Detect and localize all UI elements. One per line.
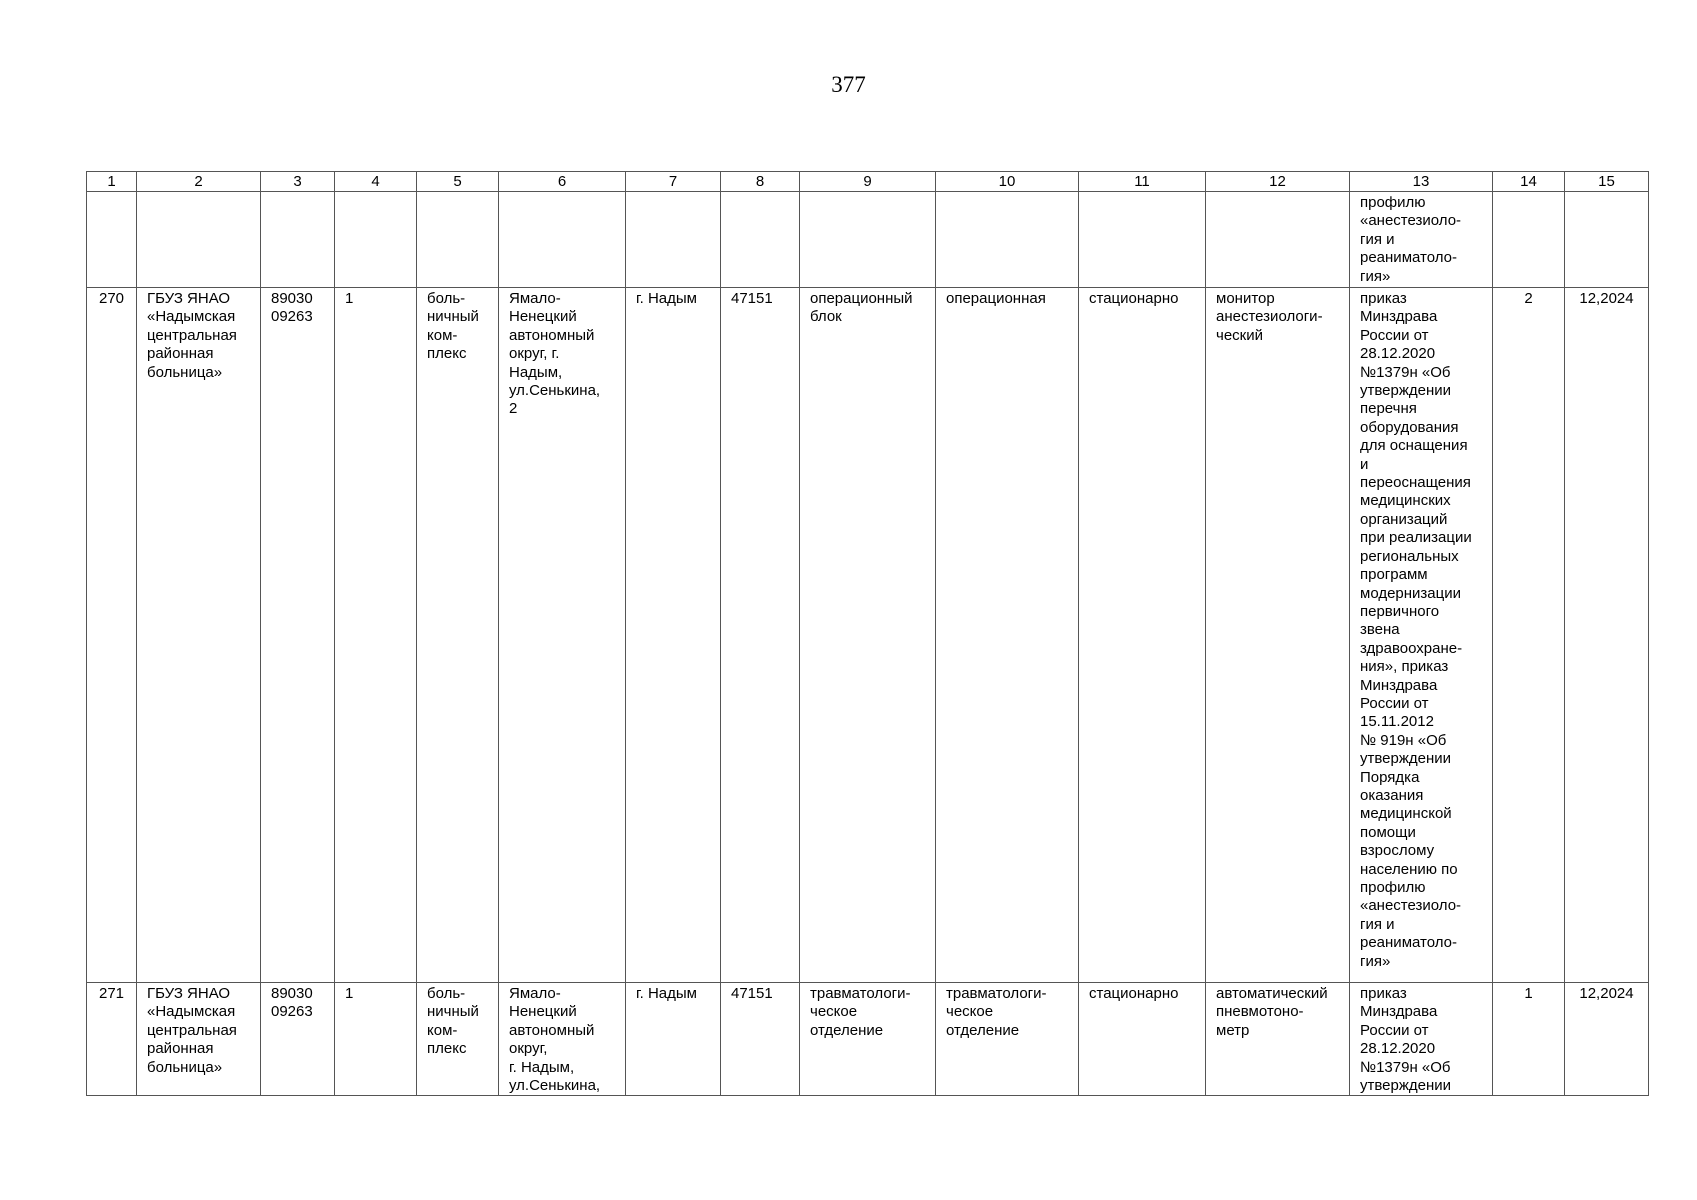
- care-form-cell: стационарно: [1079, 983, 1206, 1096]
- column-header-5: 5: [417, 172, 499, 192]
- table-cell: [721, 192, 800, 288]
- column-header-3: 3: [261, 172, 335, 192]
- organization-cell: ГБУЗ ЯНАО «Надымская центральная районная больница»: [137, 288, 261, 983]
- table-cell: [800, 192, 936, 288]
- table-row-continuation: [87, 192, 1649, 288]
- column-header-1: 1: [87, 172, 137, 192]
- inn-cell: 89030 09263: [261, 288, 335, 983]
- table-cell: [626, 192, 721, 288]
- row-number-cell: 270: [87, 288, 137, 983]
- column-header-13: 13: [1350, 172, 1493, 192]
- table-cell: [335, 192, 417, 288]
- count-cell: 1: [1493, 983, 1565, 1096]
- city-cell: г. Надым: [626, 983, 721, 1096]
- column-header-15: 15: [1565, 172, 1649, 192]
- equipment-table: [86, 171, 1649, 1096]
- count-cell: 2: [1493, 288, 1565, 983]
- table-cell: [261, 192, 335, 288]
- care-form-cell: стационарно: [1079, 288, 1206, 983]
- table-cell: [1565, 192, 1649, 288]
- table-row-270: [87, 288, 1649, 983]
- legal-basis-cell: приказ Минздрава России от 28.12.2020 №1379н «Об утверждении: [1350, 983, 1493, 1096]
- table-cell: [1206, 192, 1350, 288]
- facility-type-cell: боль- ничный ком- плекс: [417, 288, 499, 983]
- column-header-8: 8: [721, 172, 800, 192]
- department-cell: травматологи- ческое отделение: [800, 983, 936, 1096]
- deadline-cell: 12,2024: [1565, 288, 1649, 983]
- legal-basis-cell: профилю «анестезиоло- гия и реаниматоло- гия»: [1350, 192, 1493, 288]
- table-cell: [936, 192, 1079, 288]
- header-row: [87, 172, 1649, 192]
- department-cell: операционный блок: [800, 288, 936, 983]
- equipment-cell: автоматический пневмотоно- метр: [1206, 983, 1350, 1096]
- column-header-7: 7: [626, 172, 721, 192]
- organization-cell: ГБУЗ ЯНАО «Надымская центральная районная больница»: [137, 983, 261, 1096]
- table-cell: [137, 192, 261, 288]
- page-number: 377: [831, 72, 866, 97]
- facility-type-cell: боль- ничный ком- плекс: [417, 983, 499, 1096]
- row-number-cell: 271: [87, 983, 137, 1096]
- table-cell: [1079, 192, 1206, 288]
- column-header-4: 4: [335, 172, 417, 192]
- oktmo-cell: 47151: [721, 983, 800, 1096]
- quantity-code-cell: 1: [335, 288, 417, 983]
- quantity-code-cell: 1: [335, 983, 417, 1096]
- room-cell: травматологи- ческое отделение: [936, 983, 1079, 1096]
- legal-basis-cell: приказ Минздрава России от 28.12.2020 №1379н «Об утверждении перечня оборудования для оснащения и переоснащения медицинских организаций при реализации региональных программ модернизации первичного звена здравоохране- ния», приказ Минздрава России от 15.11.2012 № 919н «Об утверждении Порядка оказания медицинской помощи взрослому населению по профилю «анестезиоло- гия и реаниматоло- гия»: [1350, 288, 1493, 983]
- column-header-10: 10: [936, 172, 1079, 192]
- column-header-9: 9: [800, 172, 936, 192]
- address-cell: Ямало- Ненецкий автономный округ, г. Надым, ул.Сенькина, 2: [499, 288, 626, 983]
- city-cell: г. Надым: [626, 288, 721, 983]
- table-cell: [87, 192, 137, 288]
- table-cell: [499, 192, 626, 288]
- column-header-14: 14: [1493, 172, 1565, 192]
- inn-cell: 89030 09263: [261, 983, 335, 1096]
- equipment-cell: монитор анестезиологи- ческий: [1206, 288, 1350, 983]
- address-cell: Ямало- Ненецкий автономный округ, г. Надым, ул.Сенькина,: [499, 983, 626, 1096]
- column-header-11: 11: [1079, 172, 1206, 192]
- oktmo-cell: 47151: [721, 288, 800, 983]
- table-row-271: [87, 983, 1649, 1096]
- column-header-2: 2: [137, 172, 261, 192]
- room-cell: операционная: [936, 288, 1079, 983]
- table-cell: [417, 192, 499, 288]
- table-cell: [1493, 192, 1565, 288]
- deadline-cell: 12,2024: [1565, 983, 1649, 1096]
- column-header-12: 12: [1206, 172, 1350, 192]
- column-header-6: 6: [499, 172, 626, 192]
